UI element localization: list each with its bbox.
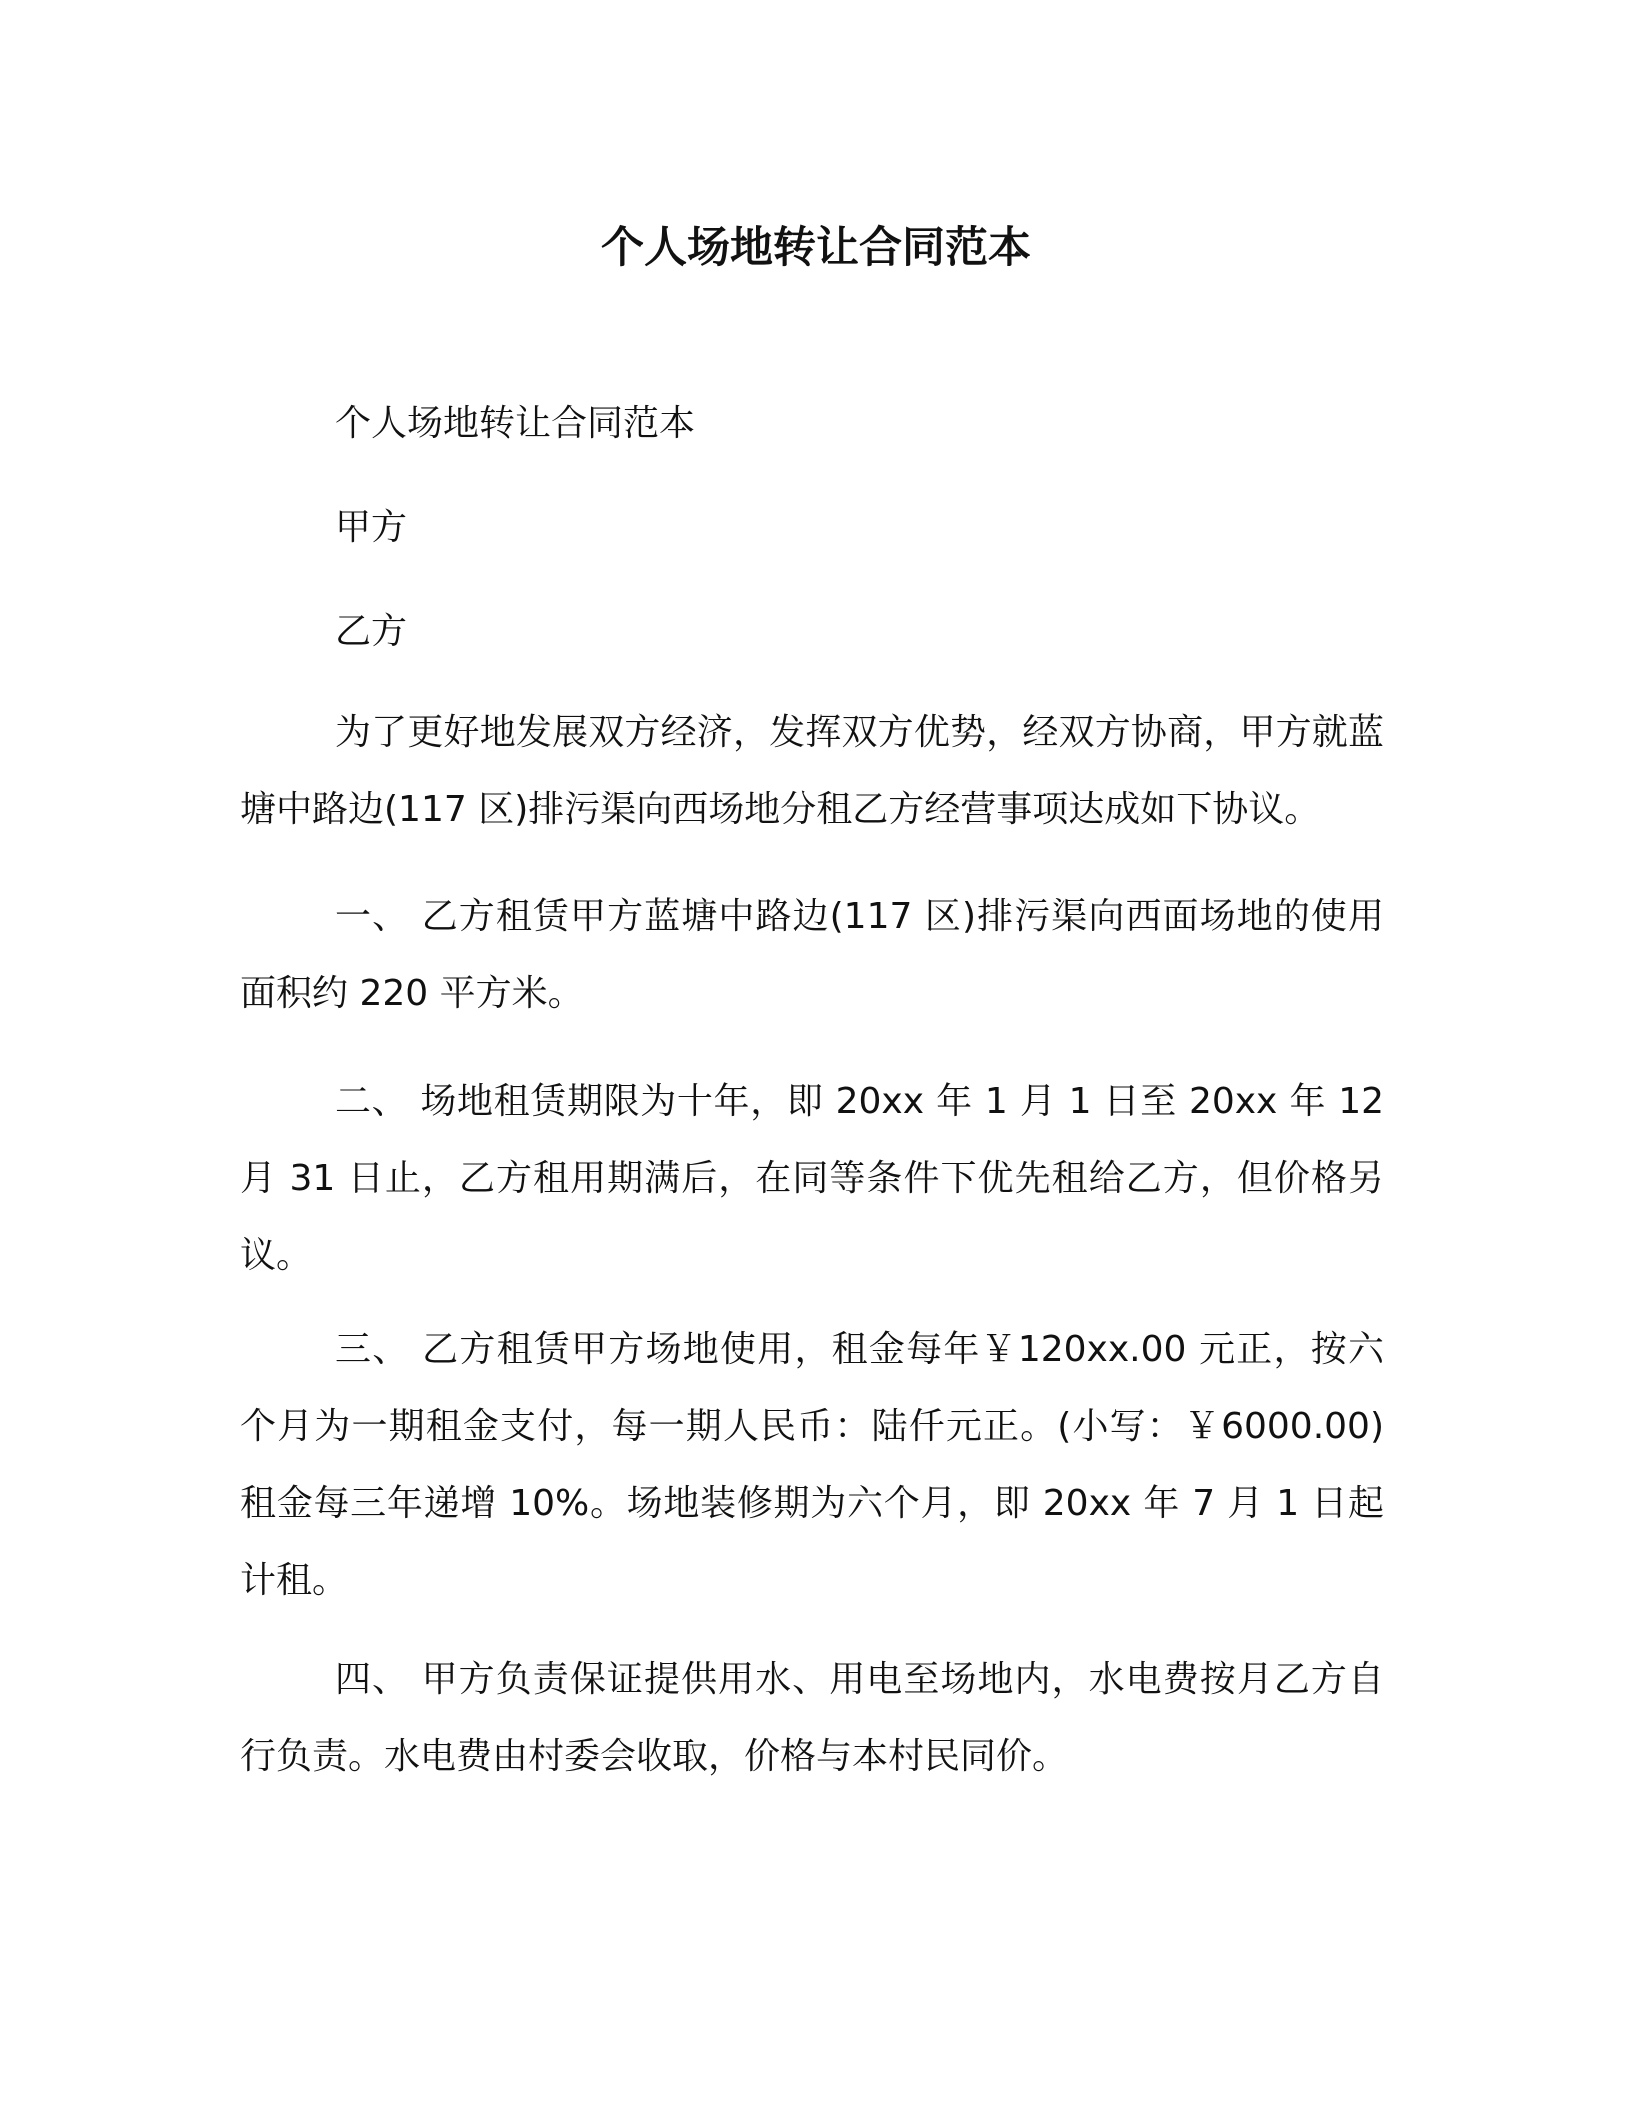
- paragraph-preamble: 为了更好地发展双方经济，发挥双方优势，经双方协商，甲方就蓝塘中路边(117 区)排污渠向西场地分租乙方经营事项达成如下协议。: [240, 712, 1384, 830]
- paragraph-party-a: 甲方: [335, 507, 408, 548]
- paragraph-party-b: 乙方: [335, 611, 408, 652]
- paragraph-subtitle: 个人场地转让合同范本: [335, 403, 696, 444]
- document-title: 个人场地转让合同范本: [601, 223, 1031, 273]
- paragraph-clause-4: 四、 甲方负责保证提供用水、用电至场地内，水电费按月乙方自行负责。水电费由村委会收取，价格与本村民同价。: [240, 1659, 1384, 1777]
- paragraph-clause-1: 一、 乙方租赁甲方蓝塘中路边(117 区)排污渠向西面场地的使用面积约 220 平方米。: [240, 896, 1384, 1014]
- paragraph-clause-2: 二、 场地租赁期限为十年，即 20xx 年 1 月 1 日至 20xx 年 12 月 31 日止，乙方租用期满后，在同等条件下优先租给乙方，但价格另议。: [240, 1081, 1384, 1276]
- paragraph-clause-3: 三、 乙方租赁甲方场地使用，租金每年￥120xx.00 元正，按六个月为一期租金支付，每一期人民币：陆仟元正。(小写：￥6000.00)租金每三年递增 10%。场地装修期为六个月，即 20xx 年 7 月 1 日起计租。: [240, 1329, 1384, 1601]
